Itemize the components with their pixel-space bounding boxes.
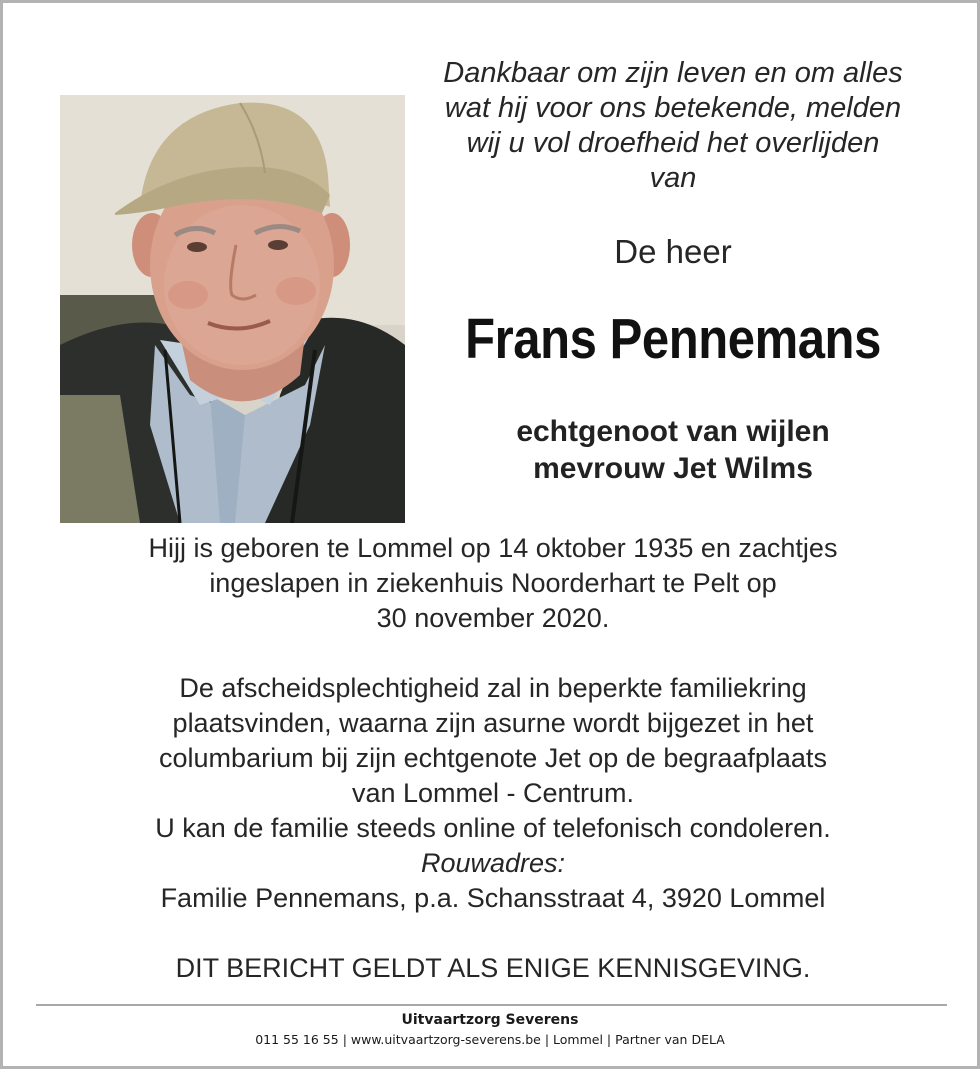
intro-line: wij u vol droefheid het overlijden	[466, 127, 880, 159]
funeral-company-name: Uitvaartzorg Severens	[401, 1012, 579, 1028]
birth-death-line: Hijj is geboren te Lommel op 14 oktober 1935 en zachtjes	[148, 533, 838, 563]
paragraph-gap	[63, 916, 923, 951]
ceremony-line: van Lommel - Centrum.	[351, 778, 635, 808]
ceremony-line: columbarium bij zijn echtgenote Jet op de begraafplaats	[159, 743, 827, 773]
footer-divider	[36, 1004, 947, 1006]
birth-death-line: ingeslapen in ziekenhuis Noorderhart te Pelt op	[209, 568, 777, 598]
birth-death-line: 30 november 2020.	[376, 603, 610, 633]
ceremony-line: De afscheidsplechtigheid zal in beperkte familiekring	[179, 673, 807, 703]
intro-line: Dankbaar om zijn leven en om alles	[443, 57, 903, 89]
salutation: De heer	[614, 233, 732, 270]
intro-line: wat hij voor ons betekende, melden	[444, 92, 902, 124]
deceased-name: Frans Pennemans	[465, 307, 881, 371]
obituary-body	[63, 531, 923, 986]
spouse-text	[408, 413, 938, 487]
address-label: Rouwadres:	[420, 848, 566, 878]
intro-line: van	[649, 162, 697, 194]
funeral-company-contact: 011 55 16 55 | www.uitvaartzorg-severens.be | Lommel | Partner van DELA	[255, 1032, 725, 1047]
portrait-photo	[60, 95, 405, 523]
spouse-line: mevrouw Jet Wilms	[533, 452, 813, 485]
ceremony-line: plaatsvinden, waarna zijn asurne wordt bijgezet in het	[172, 708, 814, 738]
spouse-line: echtgenoot van wijlen	[516, 415, 830, 448]
address: Familie Pennemans, p.a. Schansstraat 4, 3920 Lommel	[160, 883, 826, 913]
ceremony-line: U kan de familie steeds online of telefonisch condoleren.	[155, 813, 831, 843]
intro-text	[408, 56, 938, 196]
paragraph-gap	[63, 636, 923, 671]
notice-text: DIT BERICHT GELDT ALS ENIGE KENNISGEVING.	[175, 953, 811, 983]
